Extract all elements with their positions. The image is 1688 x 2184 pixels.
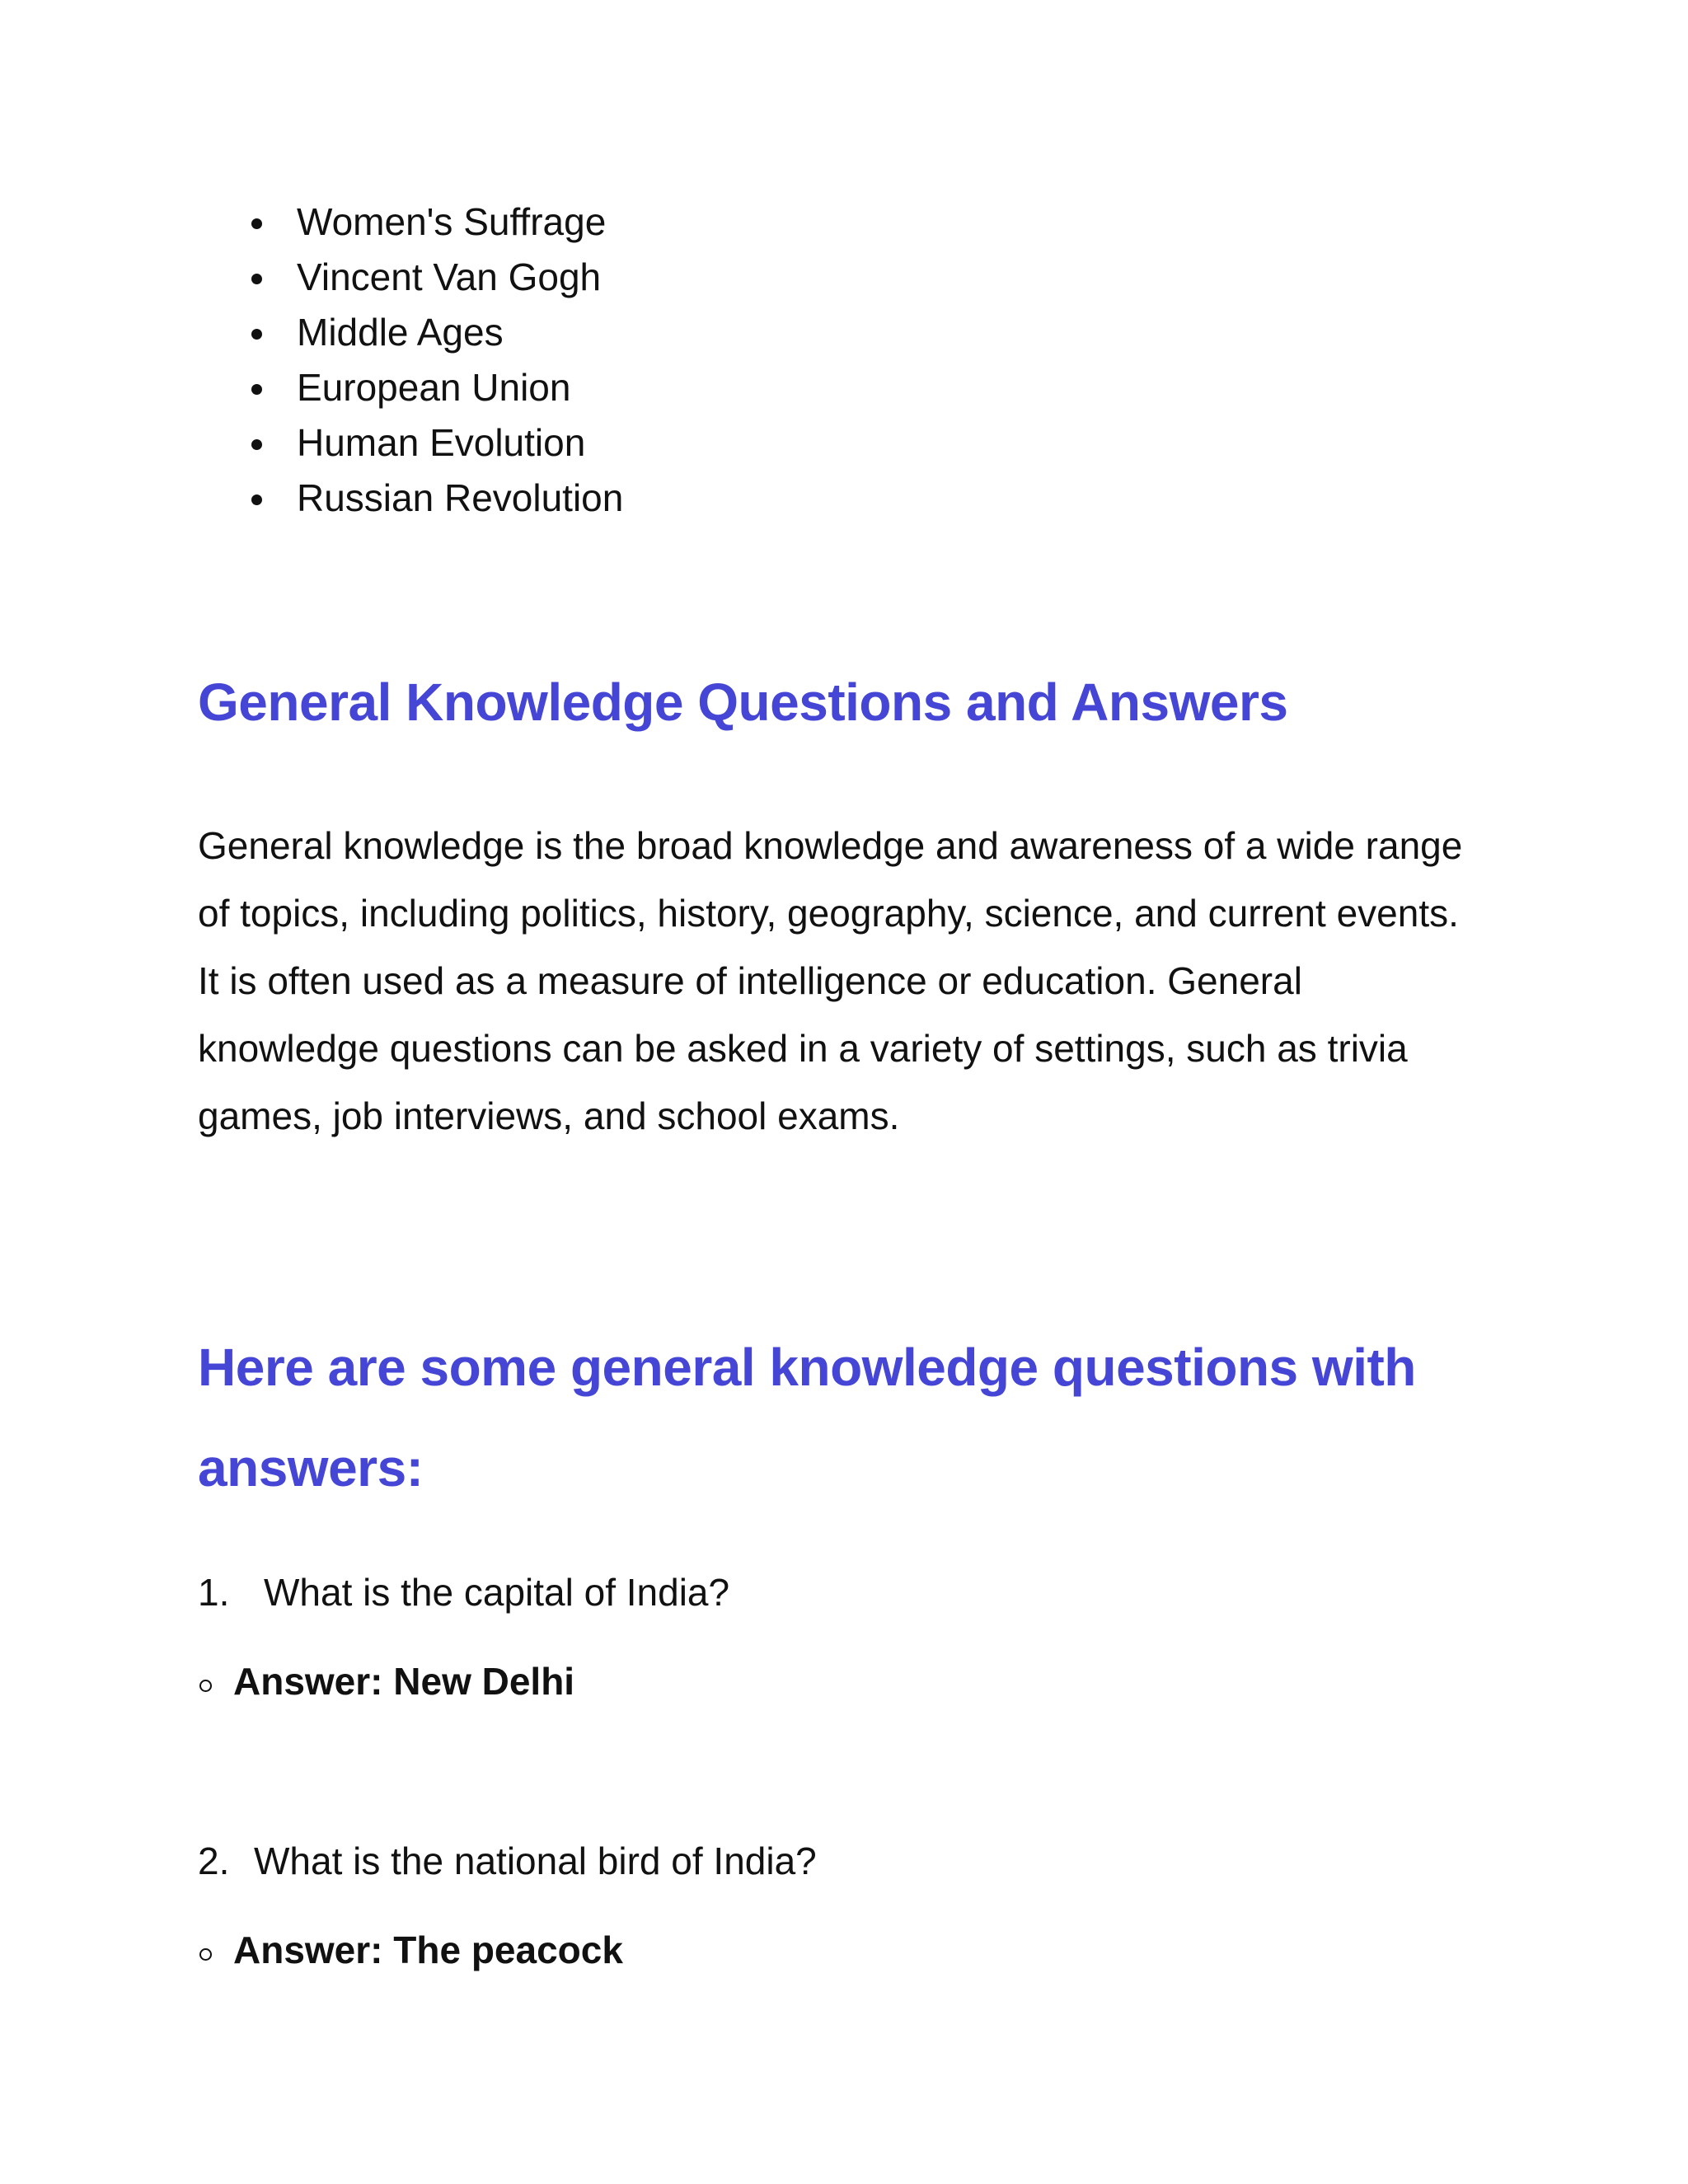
paragraph-line: games, job interviews, and school exams. [198,1094,900,1137]
bullet-icon [251,384,262,395]
paragraph-line: General knowledge is the broad knowledge and awareness of a wide range [198,824,1463,867]
question-number: 2. [198,1840,230,1882]
list-item [247,194,623,250]
question-number: 1. [198,1571,230,1614]
topic-label: Russian Revolution [297,476,624,519]
section-heading-questions [198,1317,1416,1518]
topic-label: Women's Suffrage [297,200,607,243]
list-item [247,250,623,305]
bullet-icon [251,218,262,229]
list-item [247,305,623,360]
bullet-icon [251,439,262,450]
answer-text: Answer: The peacock [233,1929,623,1971]
topic-list [247,194,623,526]
answer-2 [198,1925,623,1975]
list-item [247,471,623,526]
answer-text: Answer: New Delhi [233,1660,575,1703]
topic-label: Human Evolution [297,421,586,464]
paragraph-line: of topics, including politics, history, geography, science, and current events. [198,892,1459,935]
circle-bullet-icon [199,1948,212,1961]
circle-bullet-icon [199,1680,212,1692]
list-item [247,415,623,471]
list-item [247,360,623,415]
question-2 [198,1836,817,1886]
bullet-icon [251,274,262,284]
heading-line: Here are some general knowledge questions with [198,1338,1416,1397]
topic-label: Vincent Van Gogh [297,255,602,298]
topic-label: Middle Ages [297,311,504,354]
question-text: What is the capital of India? [264,1571,730,1614]
paragraph-line: It is often used as a measure of intelligence or education. General [198,959,1302,1002]
bullet-icon [251,494,262,505]
question-1 [198,1568,729,1617]
intro-paragraph [198,812,1484,1150]
question-text: What is the national bird of India? [254,1840,817,1882]
bullet-icon [251,329,262,340]
answer-1 [198,1657,574,1706]
section-heading-general-knowledge: General Knowledge Questions and Answers [198,673,1288,732]
paragraph-line: knowledge questions can be asked in a variety of settings, such as trivia [198,1027,1408,1070]
heading-line: answers: [198,1438,424,1497]
topic-label: European Union [297,366,571,409]
